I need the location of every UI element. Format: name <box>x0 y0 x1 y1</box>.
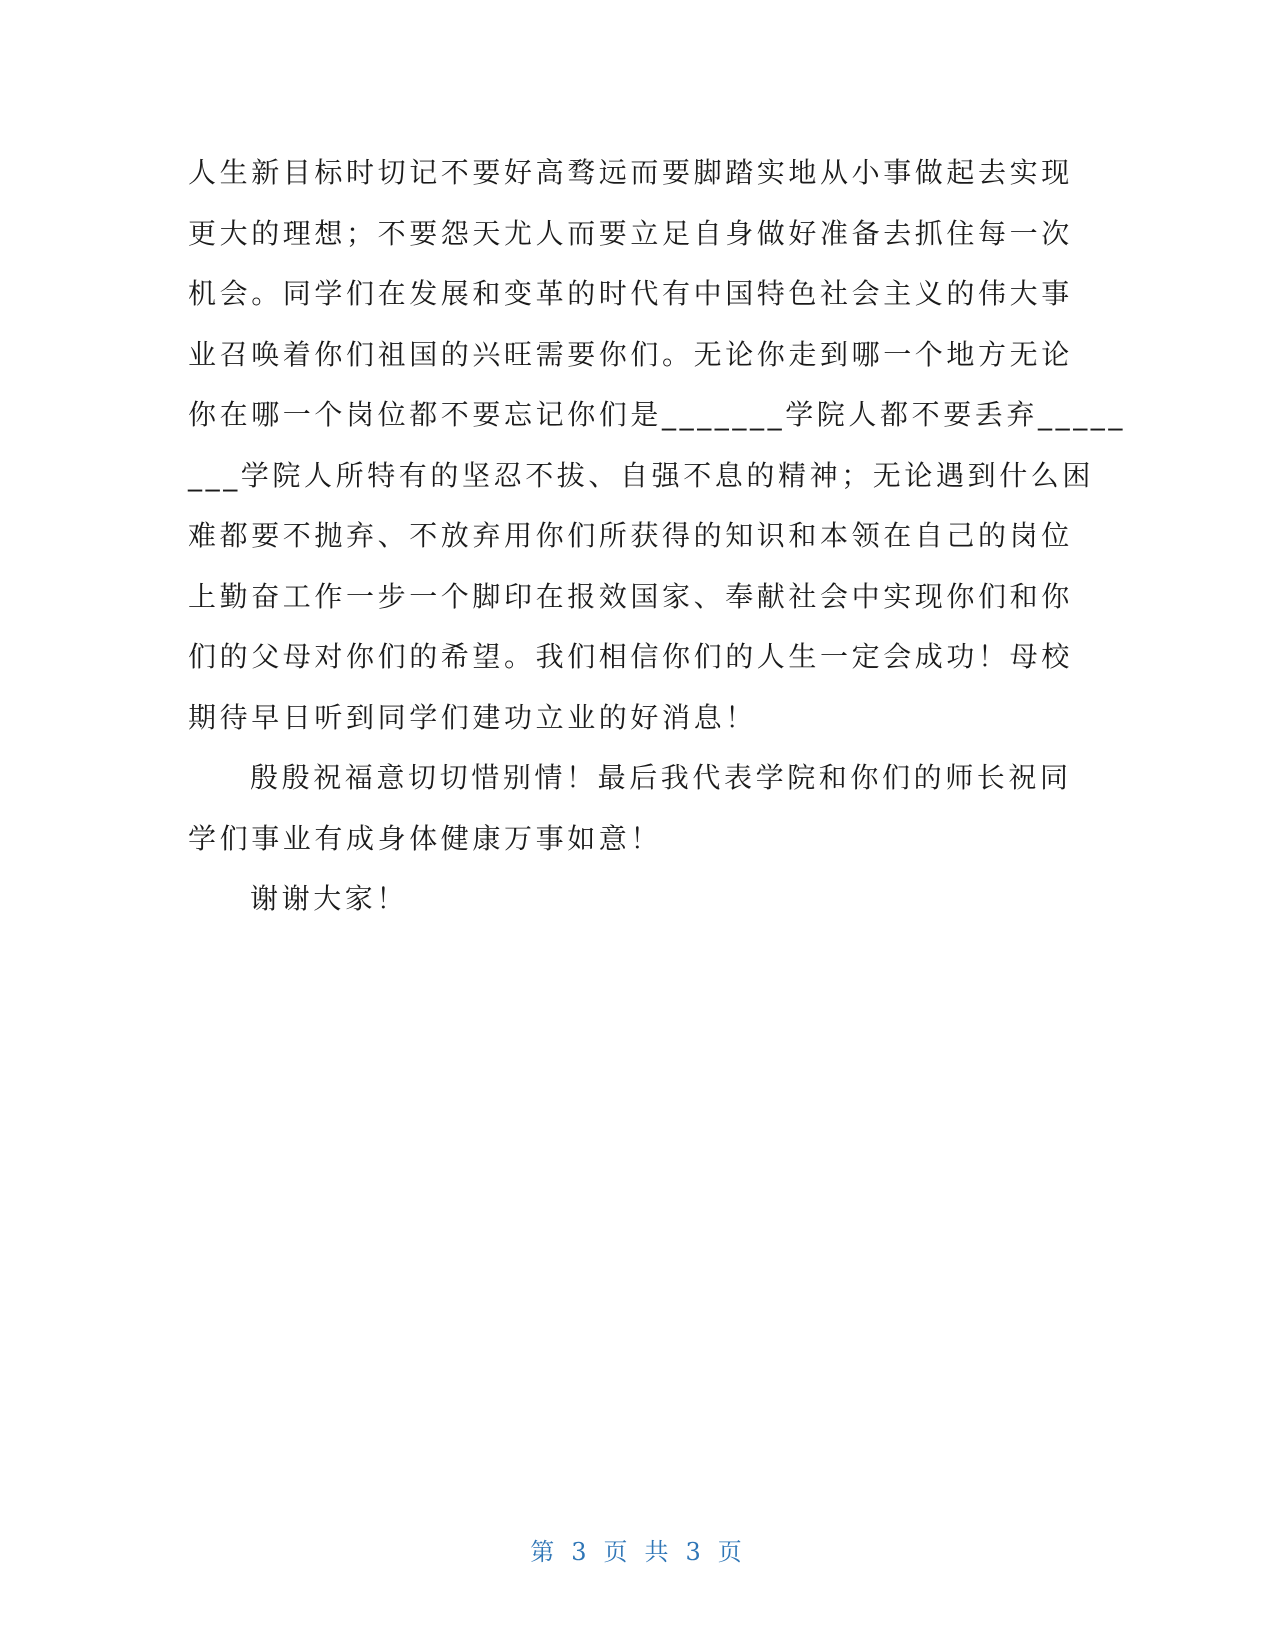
text-line: 期待早日听到同学们建功立业的好消息！ <box>188 700 757 734</box>
text-line: 谢谢大家！ <box>250 882 409 915</box>
page-number: 3 <box>571 1538 590 1566</box>
footer-ye: 页 <box>603 1538 631 1566</box>
footer-di: 第 <box>530 1538 558 1566</box>
text-line: 们的父母对你们的希望。我们相信你们的人生一定会成功！母校 <box>188 640 1073 673</box>
text-line: 更大的理想；不要怨天尤人而要立足自身做好准备去抓住每一次 <box>188 216 1073 250</box>
document-body <box>188 143 1127 930</box>
footer-ye2: 页 <box>717 1538 745 1566</box>
text-line: 上勤奋工作一步一个脚印在报效国家、奉献社会中实现你们和你 <box>188 579 1073 613</box>
text-line: 殷殷祝福意切切惜别情！最后我代表学院和你们的师长祝同 <box>250 761 1072 794</box>
text-line: 难都要不抛弃、不放弃用你们所获得的知识和本领在自己的岗位 <box>188 519 1073 552</box>
text-line: 学们事业有成身体健康万事如意！ <box>188 821 663 855</box>
text-line: 机会。同学们在发展和变革的时代有中国特色社会主义的伟大事 <box>188 277 1073 310</box>
footer-gong: 共 <box>644 1538 672 1566</box>
text-line: 你在哪一个岗位都不要忘记你们是_______学院人都不要丢弃_____ <box>188 398 1127 431</box>
text-line: ___学院人所特有的坚忍不拔、自强不息的精神；无论遇到什么困 <box>188 458 1095 492</box>
text-line: 人生新目标时切记不要好高骛远而要脚踏实地从小事做起去实现 <box>188 156 1073 189</box>
text-line: 业召唤着你们祖国的兴旺需要你们。无论你走到哪一个地方无论 <box>188 337 1073 371</box>
page-footer <box>0 1532 1275 1567</box>
total-pages: 3 <box>685 1538 704 1566</box>
